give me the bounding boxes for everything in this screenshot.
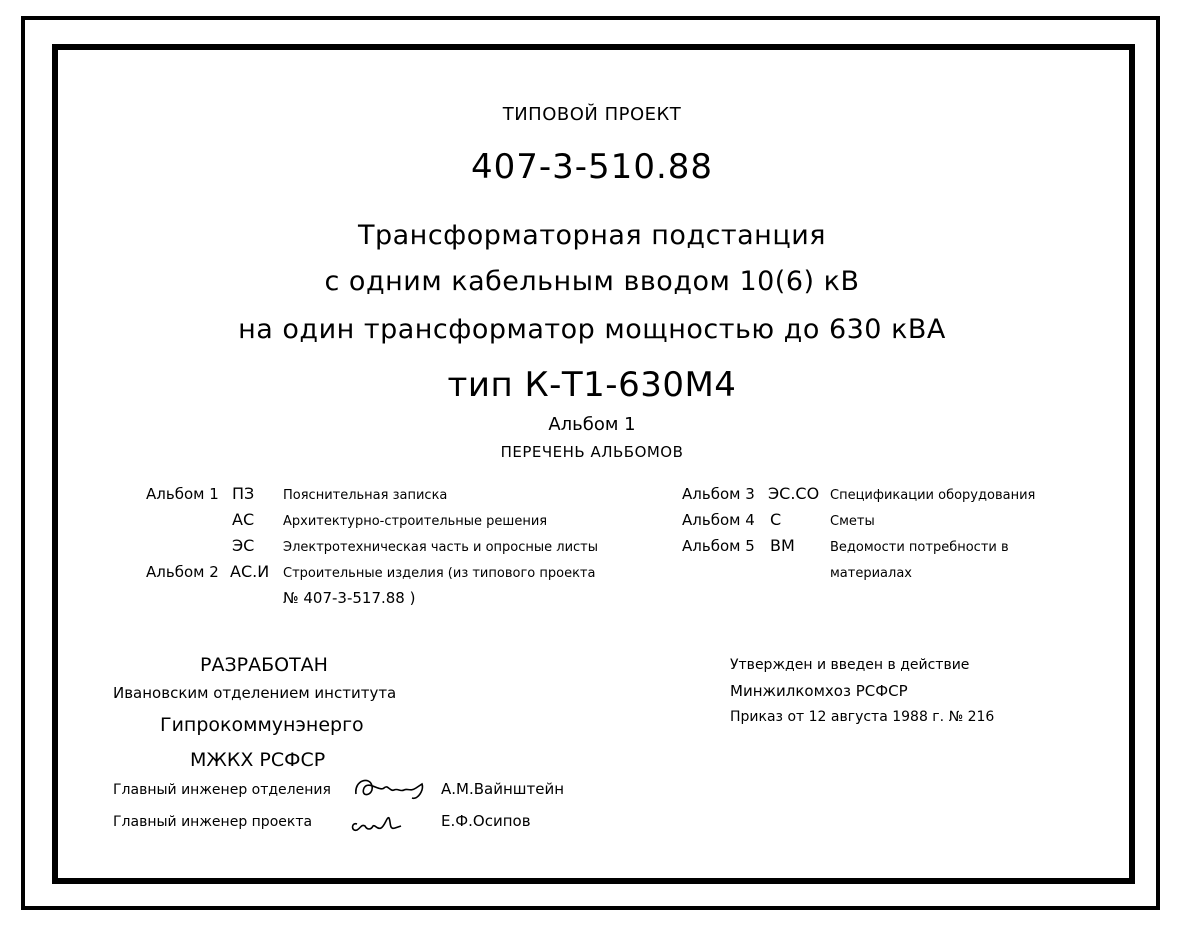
album-code-as: АС <box>232 510 255 529</box>
album-desc-esso: Спецификации оборудования <box>830 488 1036 503</box>
album-desc-pz: Пояснительная записка <box>283 488 448 503</box>
album-label: Альбом 1 <box>548 414 636 435</box>
approved-line-2: Минжилкомхоз РСФСР <box>730 682 908 700</box>
title-line-1: Трансформаторная подстанция <box>357 220 827 251</box>
approved-line-3: Приказ от 12 августа 1988 г. № 216 <box>730 709 995 725</box>
chief-engineer-dept-label: Главный инженер отделения <box>113 782 331 798</box>
album-code-es: ЭС <box>232 536 255 555</box>
album-desc-asi: Строительные изделия (из типового проекта <box>283 566 596 581</box>
institute-name: Гипрокоммунэнерго <box>160 714 364 736</box>
album-4-label: Альбом 4 <box>682 511 755 529</box>
album-1-label: Альбом 1 <box>146 485 219 503</box>
album-list-heading: ПЕРЕЧЕНЬ АЛЬБОМОВ <box>500 443 684 461</box>
substation-type: тип К-Т1-630М4 <box>447 365 737 405</box>
album-code-asi: АС.И <box>230 562 270 581</box>
title-line-2: с одним кабельным вводом 10(6) кВ <box>324 266 860 297</box>
signature-osipov <box>345 808 405 838</box>
album-desc-as: Архитектурно-строительные решения <box>283 514 548 529</box>
album-code-vm: ВМ <box>770 536 795 555</box>
album-5-label: Альбом 5 <box>682 537 755 555</box>
album-desc-es: Электротехническая часть и опросные листы <box>283 540 599 555</box>
approved-line-1: Утвержден и введен в действие <box>730 657 970 673</box>
chief-engineer-proj-name: Е.Ф.Осипов <box>441 812 531 830</box>
title-line-3: на один трансформатор мощностью до 630 кВА <box>238 314 946 345</box>
typical-project-label: ТИПОВОЙ ПРОЕКТ <box>502 104 682 125</box>
developed-org-line: Ивановским отделением института <box>113 684 397 702</box>
album-desc-asi-ref: № 407-3-517.88 ) <box>283 589 416 607</box>
album-code-pz: ПЗ <box>232 484 255 503</box>
album-2-label: Альбом 2 <box>146 563 219 581</box>
album-code-esso: ЭС.СО <box>768 484 820 503</box>
developed-heading: РАЗРАБОТАН <box>200 654 328 676</box>
chief-engineer-dept-name: А.М.Вайнштейн <box>441 780 565 798</box>
project-number: 407-3-510.88 <box>470 147 714 187</box>
album-desc-vm-2: материалах <box>830 566 912 581</box>
album-desc-s: Сметы <box>830 514 875 529</box>
ministry-name: МЖКХ РСФСР <box>190 749 326 771</box>
album-desc-vm: Ведомости потребности в <box>830 540 1009 555</box>
chief-engineer-proj-label: Главный инженер проекта <box>113 814 313 830</box>
signature-vainshtein <box>350 770 430 804</box>
album-code-s: С <box>770 510 782 529</box>
album-3-label: Альбом 3 <box>682 485 755 503</box>
